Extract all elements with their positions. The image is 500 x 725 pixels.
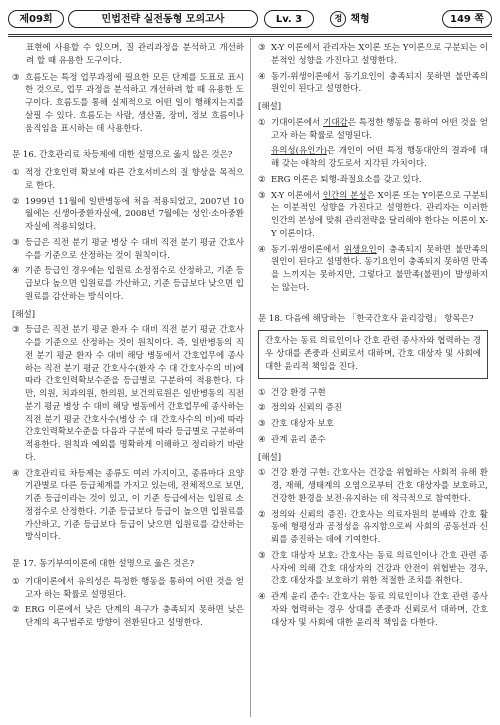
explanation-item bbox=[258, 190, 488, 241]
item-number: ② bbox=[258, 174, 266, 185]
explanation-item bbox=[258, 244, 488, 295]
underlined-term: 위생요인 bbox=[343, 244, 377, 255]
item-text-part: 은 X이론 또는 Y이론으로 구분되는 이분적인 성향을 가진다고 설명한다. 관리자는 이러한 인간의 본성에 맞춰 관리전략을 달리해야 한다는 이론이 X-Y 이론이다. bbox=[271, 190, 488, 239]
item-text-part: 기대이론에서 bbox=[271, 117, 324, 128]
item-text bbox=[271, 145, 488, 171]
option-item bbox=[12, 576, 244, 602]
item-text: 관계 윤리 준수 bbox=[271, 434, 326, 445]
explanation-item bbox=[258, 550, 488, 588]
left-column bbox=[12, 42, 244, 633]
option-item bbox=[258, 71, 488, 97]
question-17-title: 문 17. 동기부여이론에 대한 설명으로 옳은 것은? bbox=[12, 559, 195, 569]
item-text bbox=[271, 190, 488, 241]
item-number: ③ bbox=[258, 419, 266, 429]
item-text: 적정 간호인력 확보에 따른 간호서비스의 질 향상을 목적으로 한다. bbox=[25, 168, 244, 191]
item-text: 등급은 직전 분기 평균 환자 수 대비 직전 분기 평균 간호사수를 기준으로 산정하는 것이 원칙이다. 즉, 일반병동의 직전 분기 평균 환자 수 대비 해당 병동에서 간호업무에 종사하는 직전 분기 평균 간호사수(환자 수 대 간호사수의 비)에 따라 간호인력확보수준을 등급별로 구분하여 적용한다. 다만, 의원, 치과의원, 한의원, 보건의료원은 일반병동의 직전 분기 평균 병상 수 대비 해당 병동에서 간호업무에 종사하는 직전 분기 평균 간호사수(병상 수 대 간호사수의 비)에 따라 간호인력확보수준을 다음과 구분에 따라 등급별로 구분하여 적용한다. 원칙과 예외를 명확하게 이해하고 정리하기 바란다. bbox=[25, 325, 244, 463]
intro-item-3 bbox=[12, 72, 244, 136]
item-text: 기대이론에서 유의성은 특정한 행동을 통하여 어떤 것을 얻고자 하는 확률로 설명된다. bbox=[25, 576, 244, 600]
item-text-part: 은 개인이 어떤 특정 행동대안의 결과에 대해 갖는 애착의 강도로서 지각된 가치이다. bbox=[271, 146, 488, 169]
item-text: 관계 윤리 준수: 간호사는 동료 의료인이나 간호 관련 종사자와 협력하는 경우 상대를 존중과 신뢰로서 대하며, 간호 대상자 및 사회에 대한 윤리적 책임을 다한다. bbox=[271, 592, 488, 628]
item-number: ④ bbox=[258, 71, 266, 82]
item-text-part: X-Y 이론에서 bbox=[271, 190, 323, 201]
level-label: Lv. 3 bbox=[264, 10, 314, 28]
header-rule-2 bbox=[8, 36, 492, 37]
item-text: 동기-위생이론에서 동기요인이 충족되지 못하면 불만족의 원인이 된다고 설명한다. bbox=[271, 71, 488, 95]
item-text: 흐름도는 특정 업무과정에 필요한 모든 단계를 도표로 표시한 것으로, 업무 과정을 분석하고 개선하려 할 때 유용한 도구이다. 흐름도를 통해 실제적으로 어떤 일이 행해지는지를 살필 수 있다. 흐름도는 사람, 생산품, 장비, 정보 흐름이나 움직임을 표시하는 데 사용한다. bbox=[25, 72, 244, 134]
item-number: ④ bbox=[258, 244, 266, 255]
explanation-item bbox=[258, 509, 488, 547]
header-rule bbox=[8, 34, 492, 35]
booklet-type-circle: 정 bbox=[330, 11, 346, 27]
item-number: ③ bbox=[258, 550, 266, 561]
item-text-part: 은 특정한 행동을 통하여 어떤 것을 얻고자 하는 확률로 설명된다. bbox=[271, 117, 489, 141]
item-number: ④ bbox=[12, 468, 20, 479]
explanation-item bbox=[258, 145, 488, 171]
item-text: 정의와 신뢰의 증진: 간호사는 의료자원의 분배와 간호 활동에 형평성과 공정성을 유지함으로써 사회의 공동선과 신뢰를 증진하는 데에 기여한다. bbox=[271, 509, 488, 545]
item-text: 간호 대상자 보호: 간호사는 동료 의료인이나 간호 관련 종사자에 의해 간호 대상자의 건강과 안전이 위협받는 경우, 간호 대상자를 보호하기 위한 적절한 조치를 취한다. bbox=[271, 550, 488, 587]
option-item bbox=[12, 196, 244, 234]
item-text: ERG 이론에서 낮은 단계의 욕구가 충족되지 못하면 낮은 단계의 욕구범주로 방향이 전환된다고 설명한다. bbox=[25, 605, 244, 628]
item-text: 기준 등급인 경우에는 입원료 소정점수로 산정하고, 기준 등급보다 높으면 입원료를 가산하고, 기준 등급보다 낮으면 입원료를 감산하는 방식이다. bbox=[25, 266, 244, 302]
option-item bbox=[258, 402, 488, 415]
booklet-type bbox=[320, 10, 380, 28]
item-text bbox=[271, 244, 488, 295]
option-item bbox=[12, 265, 244, 303]
underlined-term: 인간의 본성 bbox=[322, 190, 367, 201]
item-text: X-Y 이론에서 관리자는 X이론 또는 Y이론으로 구분되는 이분적인 성향을 가진다고 설명한다. bbox=[271, 43, 488, 66]
item-text: 건강 환경 구현 bbox=[271, 387, 326, 398]
column-divider bbox=[250, 38, 251, 717]
option-item bbox=[258, 434, 488, 447]
item-text: 간호 대상자 보호 bbox=[271, 419, 334, 429]
item-number: ② bbox=[258, 509, 266, 520]
item-number: ② bbox=[12, 196, 20, 207]
explanation-item bbox=[12, 324, 244, 464]
item-text-part: ERG 이론은 퇴행-좌절요소를 갖고 있다. bbox=[271, 174, 422, 185]
item-text: 정의와 신뢰의 증진 bbox=[271, 403, 343, 414]
page-number: 149 쪽 bbox=[442, 10, 492, 28]
item-number: ③ bbox=[12, 325, 20, 336]
item-number: ③ bbox=[12, 72, 20, 83]
item-text: 1999년 11월에 일반병동에 처음 적용되었고, 2007년 10월에는 신생아중환자실에, 2008년 7월에는 성인·소아중환자실에 적용되었다. bbox=[25, 196, 244, 232]
item-number: ④ bbox=[258, 434, 266, 445]
option-item bbox=[258, 387, 488, 400]
booklet-type-label: 책형 bbox=[350, 13, 370, 25]
item-number: ① bbox=[12, 576, 20, 587]
round-label: 제09회 bbox=[8, 10, 64, 28]
question-18-title: 문 18. 다음에 해당하는 「한국간호사 윤리강령」 항목은? bbox=[258, 313, 474, 324]
item-text bbox=[271, 174, 488, 187]
item-number: ① bbox=[12, 168, 20, 178]
explanation-item bbox=[258, 591, 488, 629]
underlined-term: 유의성(유인가) bbox=[271, 146, 327, 157]
item-number: ④ bbox=[12, 266, 20, 277]
option-item bbox=[12, 167, 244, 193]
item-text bbox=[271, 117, 488, 143]
item-number: ③ bbox=[12, 237, 20, 248]
option-item bbox=[12, 237, 244, 263]
item-number: ② bbox=[258, 403, 266, 414]
explanation-label: [해설] bbox=[258, 452, 282, 463]
exam-title: 민법전략 실전동형 모의고사 bbox=[68, 10, 258, 28]
question-18-box: 간호사는 동료 의료인이나 간호 관련 종사자와 협력하는 경우 상대를 존중과 신뢰로서 대하며, 간호 대상자 및 사회에 대한 윤리적 책임을 진다. bbox=[258, 330, 488, 378]
item-number: ① bbox=[258, 117, 266, 128]
item-text-part: 동기-위생이론에서 bbox=[271, 244, 344, 255]
explanation-item bbox=[12, 468, 244, 545]
right-column bbox=[258, 42, 488, 632]
exam-header bbox=[8, 8, 492, 30]
explanation-label: [해설] bbox=[258, 102, 282, 112]
item-number: ② bbox=[12, 605, 20, 616]
item-text: 건강 환경 구현: 간호사는 건강을 위협하는 사회적 유해 환경, 재해, 생태계의 오염으로부터 간호 대상자를 보호하고, 건강한 환경을 보전·유지하는 데 적극적으로 참여한다. bbox=[271, 468, 488, 504]
intro-paragraph: 표현에 사용할 수 있으며, 질 관리과정을 분석하고 개선하려 할 때 유용한 도구이다. bbox=[26, 43, 244, 66]
item-number: ① bbox=[258, 387, 266, 398]
underlined-term: 기대감 bbox=[323, 117, 348, 128]
question-16-title: 문 16. 간호관리료 차등제에 대한 설명으로 옳지 않은 것은? bbox=[12, 150, 233, 161]
item-number bbox=[258, 145, 271, 171]
option-item bbox=[258, 42, 488, 68]
item-text: 간호관리료 차등제는 종류도 여러 가지이고, 종류마다 요양기관별로 다른 등급체계를 가지고 있는데, 전체적으로 보면, 기준 등급이라는 것이 있고, 이 기준 등급에서는 입원료 소정점수로 산정한다. 기준 등급보다 등급이 높으면 입원료를 가산하고, 기준 등급보다 등급이 낮으면 입원료를 감산하는 방식이다. bbox=[25, 468, 244, 543]
option-item bbox=[12, 604, 244, 630]
item-number: ④ bbox=[258, 592, 266, 602]
explanation-item bbox=[258, 117, 488, 143]
item-number: ③ bbox=[258, 43, 266, 53]
option-item bbox=[258, 418, 488, 431]
item-text: 등급은 직전 분기 평균 병상 수 대비 직전 분기 평균 간호사수를 기준으로 산정하는 것이 원칙이다. bbox=[25, 237, 244, 261]
item-number: ③ bbox=[258, 190, 266, 201]
explanation-item bbox=[258, 174, 488, 187]
explanation-item bbox=[258, 467, 488, 505]
item-number: ① bbox=[258, 468, 266, 479]
item-text-part: 이 충족되지 못하면 불만족의 원인이 된다고 설명한다. 동기요인이 충족되지 못하면 만족을 느끼지는 못하지만, 그렇다고 불만족(불편)이 발생하지는 않는다. bbox=[271, 244, 489, 293]
explanation-label: [해설] bbox=[12, 309, 36, 320]
